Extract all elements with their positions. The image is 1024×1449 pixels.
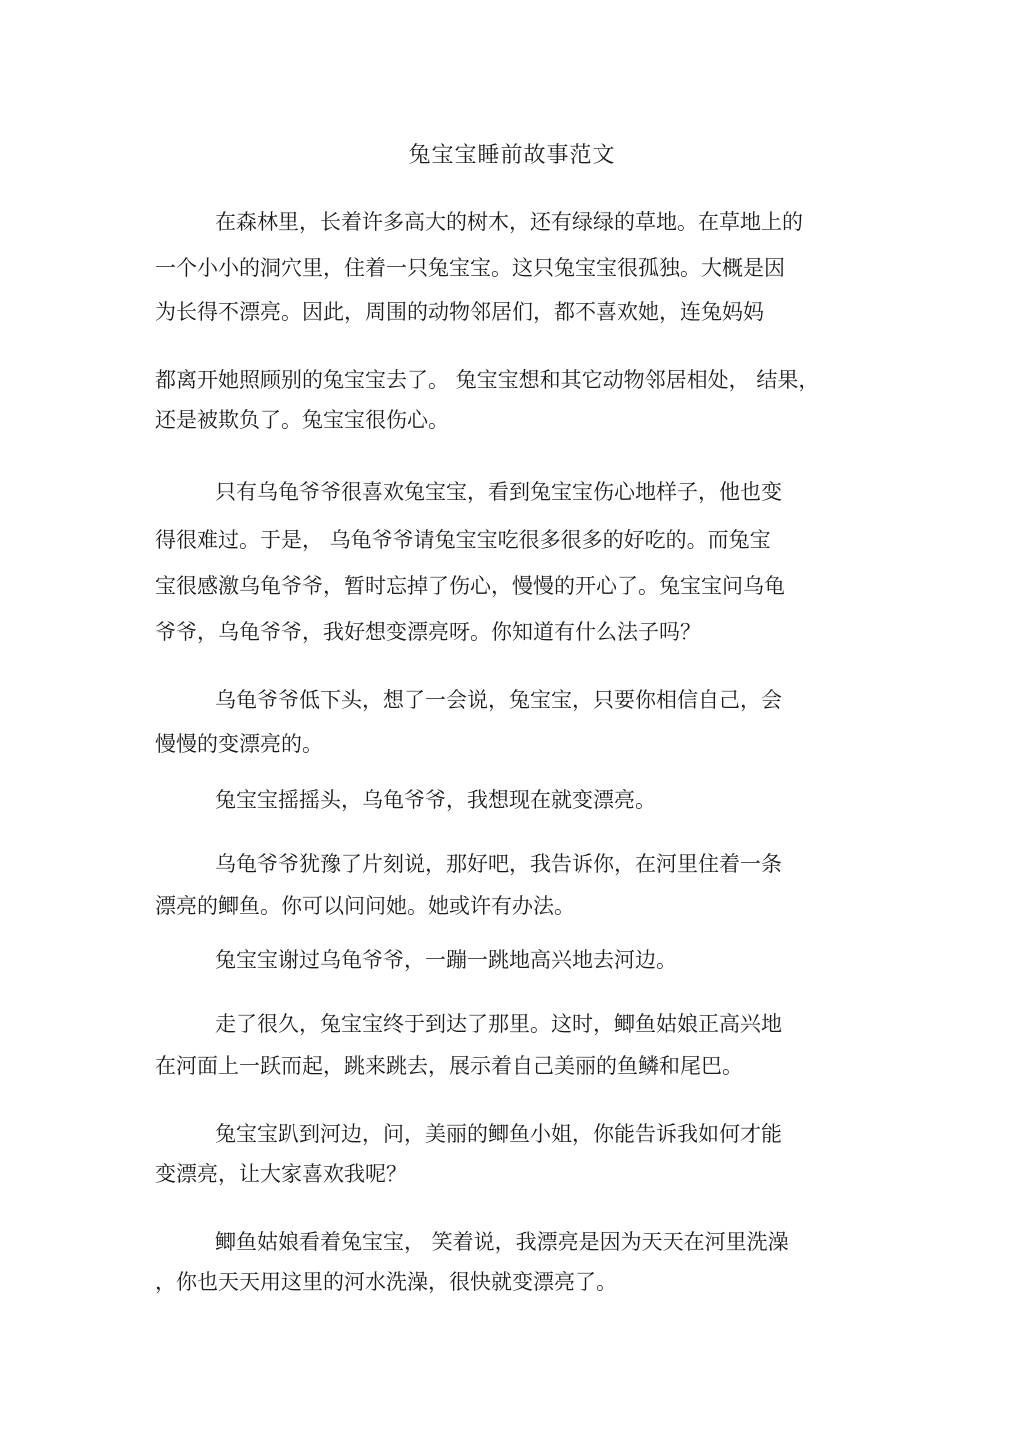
text-line: 兔宝宝摇摇头，乌龟爷爷，我想现在就变漂亮。 [215,788,656,812]
text-line: 在森林里，长着许多高大的树木，还有绿绿的草地。在草地上的 [215,210,803,234]
text-line: 在河面上一跃而起，跳来跳去，展示着自己美丽的鱼鳞和尾巴。 [155,1054,743,1078]
text-line: 爷爷，乌龟爷爷，我好想变漂亮呀。你知道有什么法子吗？ [155,620,701,644]
text-line: 鲫鱼姑娘看着兔宝宝， 笑着说，我漂亮是因为天天在河里洗澡 [215,1230,789,1254]
text-line: 走了很久，兔宝宝终于到达了那里。这时，鲫鱼姑娘正高兴地 [215,1012,782,1036]
text-line: 还是被欺负了。兔宝宝很伤心。 [155,408,449,432]
text-line: 变漂亮，让大家喜欢我呢？ [155,1162,407,1186]
text-line: 兔宝宝趴到河边，问，美丽的鲫鱼小姐，你能告诉我如何才能 [215,1122,782,1146]
text-line: 只有乌龟爷爷很喜欢兔宝宝，看到兔宝宝伤心地样子，他也变 [215,480,782,504]
text-line: 宝很感激乌龟爷爷，暂时忘掉了伤心，慢慢的开心了。兔宝宝问乌龟 [155,574,785,598]
text-line: 兔宝宝谢过乌龟爷爷，一蹦一跳地高兴地去河边。 [215,948,677,972]
text-line: 漂亮的鲫鱼。你可以问问她。她或许有办法。 [155,894,575,918]
document-title: 兔宝宝睡前故事范文 [408,143,616,168]
text-line: 乌龟爷爷犹豫了片刻说，那好吧，我告诉你，在河里住着一条 [215,852,782,876]
text-line: 一个小小的洞穴里，住着一只兔宝宝。这只兔宝宝很孤独。大概是因 [155,256,785,280]
text-line: ，你也天天用这里的河水洗澡，很快就变漂亮了。 [155,1270,617,1294]
text-line: 都离开她照顾别的兔宝宝去了。 兔宝宝想和其它动物邻居相处， 结果， [155,368,820,392]
text-line: 得很难过。于是， 乌龟爷爷请兔宝宝吃很多很多的好吃的。而兔宝 [155,528,771,552]
text-line: 为长得不漂亮。因此，周围的动物邻居们，都不喜欢她，连兔妈妈 [155,300,764,324]
text-line: 慢慢的变漂亮的。 [155,732,323,756]
text-line: 乌龟爷爷低下头，想了一会说，兔宝宝，只要你相信自己，会 [215,688,782,712]
